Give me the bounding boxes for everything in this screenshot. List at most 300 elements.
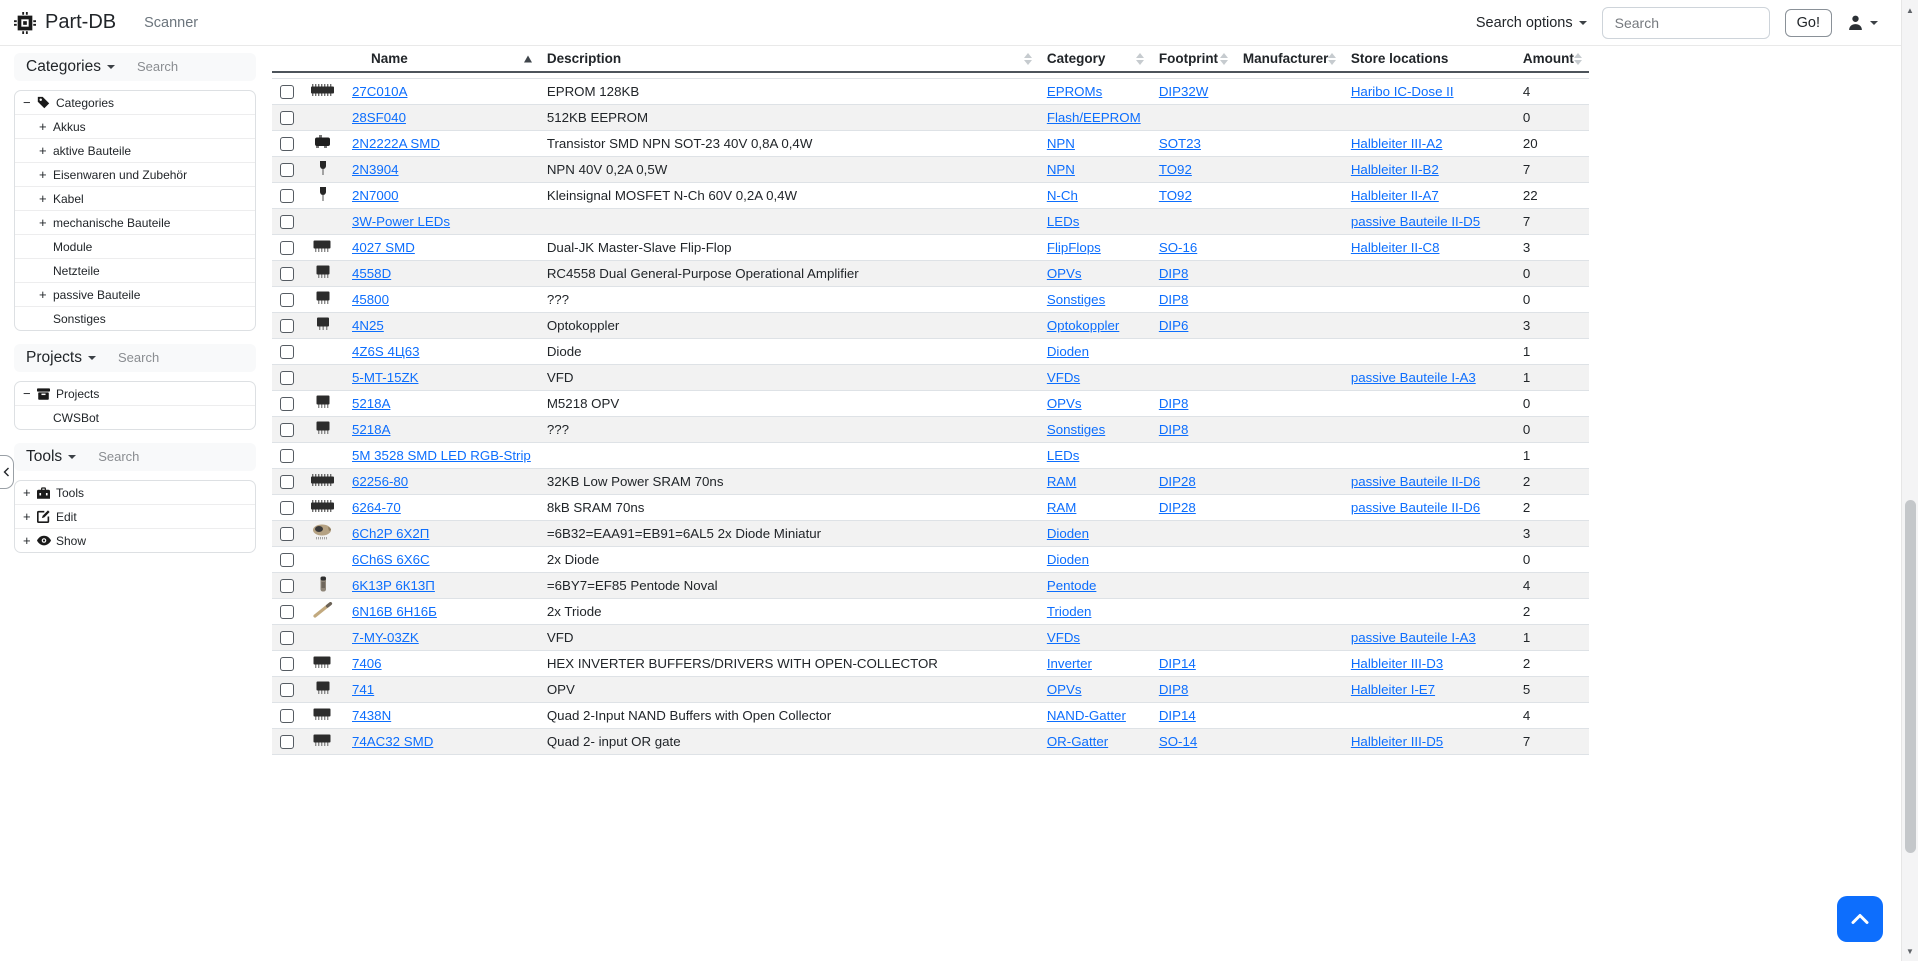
footprint-link[interactable]: DIP8 xyxy=(1158,395,1189,411)
checkbox-cell xyxy=(272,442,302,468)
part-name-link[interactable]: 27C010A xyxy=(352,83,408,99)
store-location-link[interactable]: passive Bauteile I-A3 xyxy=(1350,369,1476,385)
table-row xyxy=(272,598,1589,624)
part-thumbnail[interactable] xyxy=(310,706,336,722)
amount-cell: 5 xyxy=(1515,676,1589,702)
category-link[interactable]: OPVs xyxy=(1046,681,1082,697)
footprint-link[interactable]: DIP6 xyxy=(1158,317,1189,333)
category-link[interactable]: RAM xyxy=(1046,473,1077,489)
row-checkbox[interactable] xyxy=(280,85,294,99)
row-checkbox[interactable] xyxy=(280,397,294,411)
footprint-link[interactable]: DIP8 xyxy=(1158,681,1189,697)
category-cell xyxy=(1039,208,1151,234)
table-row xyxy=(272,676,1589,702)
column-header-name[interactable] xyxy=(344,46,539,72)
checkbox-cell xyxy=(272,702,302,728)
column-header-description[interactable] xyxy=(539,46,1039,72)
category-cell xyxy=(1039,598,1151,624)
category-link[interactable]: FlipFlops xyxy=(1046,239,1101,255)
category-link[interactable]: Optokoppler xyxy=(1046,317,1120,333)
column-header-amount[interactable] xyxy=(1515,46,1589,72)
part-thumbnail[interactable] xyxy=(310,654,336,670)
part-thumbnail[interactable] xyxy=(310,316,336,332)
footprint-cell xyxy=(1151,260,1235,286)
manufacturer-cell xyxy=(1235,286,1343,312)
sidebar-item-tools[interactable] xyxy=(15,481,255,505)
expand-expander-icon[interactable]: + xyxy=(23,533,31,548)
store-location-cell xyxy=(1343,520,1515,546)
row-checkbox[interactable] xyxy=(280,241,294,255)
amount-cell: 1 xyxy=(1515,364,1589,390)
part-thumbnail[interactable] xyxy=(310,576,336,592)
footprint-link[interactable]: SOT23 xyxy=(1158,135,1201,151)
part-thumbnail[interactable] xyxy=(310,498,336,514)
part-thumbnail[interactable] xyxy=(310,264,336,280)
thumbnail-cell xyxy=(302,156,344,182)
category-link[interactable]: EPROMs xyxy=(1046,83,1103,99)
row-checkbox[interactable] xyxy=(280,475,294,489)
part-name-link[interactable]: 4558D xyxy=(352,265,392,281)
part-name-link[interactable]: 2N2222A SMD xyxy=(352,135,440,151)
store-location-link[interactable]: passive Bauteile I-A3 xyxy=(1350,629,1476,645)
amount-cell: 1 xyxy=(1515,442,1589,468)
name-cell xyxy=(344,442,539,468)
category-link[interactable]: LEDs xyxy=(1046,213,1080,229)
part-name-link[interactable]: 62256-80 xyxy=(352,473,409,489)
row-checkbox[interactable] xyxy=(280,189,294,203)
thumbnail-cell xyxy=(302,364,344,390)
part-thumbnail[interactable] xyxy=(310,290,336,306)
amount-cell: 0 xyxy=(1515,104,1589,130)
category-link[interactable]: OPVs xyxy=(1046,265,1082,281)
part-name-link[interactable]: 5-MT-15ZK xyxy=(352,369,419,385)
amount-cell: 2 xyxy=(1515,650,1589,676)
store-location-link[interactable]: Halbleiter III-A2 xyxy=(1350,135,1443,151)
manufacturer-cell xyxy=(1235,702,1343,728)
sidebar-item-mechanische-bauteile[interactable] xyxy=(15,211,255,235)
checkbox-cell xyxy=(272,468,302,494)
part-description: 2x Diode xyxy=(539,546,1039,572)
category-cell xyxy=(1039,702,1151,728)
amount-cell: 1 xyxy=(1515,338,1589,364)
sidebar-item-sonstiges[interactable] xyxy=(15,307,255,330)
sidebar-item-label: Projects xyxy=(56,386,100,401)
footprint-cell xyxy=(1151,520,1235,546)
row-checkbox[interactable] xyxy=(280,345,294,359)
table-row xyxy=(272,156,1589,182)
category-link[interactable]: VFDs xyxy=(1046,629,1081,645)
store-location-link[interactable]: Halbleiter II-B2 xyxy=(1350,161,1439,177)
scrollbar-down-arrow[interactable]: ▼ xyxy=(1906,946,1914,956)
part-name-link[interactable]: 6264-70 xyxy=(352,499,401,515)
category-link[interactable]: N-Ch xyxy=(1046,187,1078,203)
column-header-footprint[interactable] xyxy=(1151,46,1235,72)
category-link[interactable]: Dioden xyxy=(1046,525,1089,541)
name-cell xyxy=(344,234,539,260)
search-input[interactable] xyxy=(1602,7,1770,39)
manufacturer-cell xyxy=(1235,676,1343,702)
sidebar-search-input[interactable] xyxy=(116,349,210,366)
collapse-expander-icon[interactable]: − xyxy=(23,95,31,110)
row-checkbox[interactable] xyxy=(280,267,294,281)
category-link[interactable]: Trioden xyxy=(1046,603,1092,619)
name-cell xyxy=(344,182,539,208)
manufacturer-cell xyxy=(1235,234,1343,260)
name-cell xyxy=(344,650,539,676)
checkbox-cell xyxy=(272,728,302,754)
footprint-link[interactable]: DIP14 xyxy=(1158,707,1196,723)
store-location-cell xyxy=(1343,260,1515,286)
checkbox-cell xyxy=(272,572,302,598)
sidebar-item-projects[interactable] xyxy=(15,382,255,406)
manufacturer-cell xyxy=(1235,494,1343,520)
part-thumbnail[interactable] xyxy=(310,680,336,696)
scrollbar-thumb[interactable] xyxy=(1905,500,1916,853)
row-checkbox[interactable] xyxy=(280,735,294,749)
row-checkbox[interactable] xyxy=(280,631,294,645)
thumbnail-cell xyxy=(302,546,344,572)
store-location-link[interactable]: passive Bauteile II-D6 xyxy=(1350,499,1481,515)
row-checkbox[interactable] xyxy=(280,501,294,515)
name-cell xyxy=(344,520,539,546)
category-link[interactable]: LEDs xyxy=(1046,447,1080,463)
part-thumbnail[interactable] xyxy=(310,82,336,98)
amount-cell: 1 xyxy=(1515,624,1589,650)
manufacturer-cell xyxy=(1235,338,1343,364)
row-checkbox[interactable] xyxy=(280,579,294,593)
category-link[interactable]: Sonstiges xyxy=(1046,291,1106,307)
store-location-link[interactable]: Halbleiter II-C8 xyxy=(1350,239,1440,255)
archive-icon xyxy=(37,388,52,400)
sidebar-collapse-handle[interactable] xyxy=(0,455,14,489)
checkbox-cell xyxy=(272,546,302,572)
thumbnail-cell xyxy=(302,572,344,598)
expand-expander-icon[interactable]: + xyxy=(39,287,47,302)
row-checkbox[interactable] xyxy=(280,527,294,541)
footprint-link[interactable]: DIP8 xyxy=(1158,265,1189,281)
checkbox-cell xyxy=(272,104,302,130)
row-checkbox[interactable] xyxy=(280,683,294,697)
category-cell xyxy=(1039,468,1151,494)
footprint-cell xyxy=(1151,130,1235,156)
sidebar-search-input[interactable] xyxy=(96,448,190,465)
category-link[interactable]: Sonstiges xyxy=(1046,421,1106,437)
manufacturer-cell xyxy=(1235,572,1343,598)
part-name-link[interactable]: 4027 SMD xyxy=(352,239,415,255)
part-thumbnail[interactable] xyxy=(310,186,336,202)
category-link[interactable]: RAM xyxy=(1046,499,1077,515)
amount-cell: 2 xyxy=(1515,598,1589,624)
category-link[interactable]: Pentode xyxy=(1046,577,1097,593)
footprint-link[interactable]: TO92 xyxy=(1158,161,1192,177)
expand-expander-icon[interactable]: + xyxy=(39,191,47,206)
sidebar-item-aktive-bauteile[interactable] xyxy=(15,139,255,163)
store-location-link[interactable]: passive Bauteile II-D6 xyxy=(1350,473,1481,489)
row-checkbox[interactable] xyxy=(280,319,294,333)
part-thumbnail[interactable] xyxy=(310,134,336,150)
collapse-expander-icon[interactable]: − xyxy=(23,386,31,401)
manufacturer-cell xyxy=(1235,442,1343,468)
store-location-link[interactable]: Haribo IC-Dose II xyxy=(1350,83,1454,99)
part-thumbnail[interactable] xyxy=(310,394,336,410)
part-description: OPV xyxy=(539,676,1039,702)
part-name-link[interactable]: 7-MY-03ZK xyxy=(352,629,419,645)
footprint-link[interactable]: DIP14 xyxy=(1158,655,1196,671)
category-link[interactable]: Inverter xyxy=(1046,655,1092,671)
category-cell xyxy=(1039,572,1151,598)
part-name-link[interactable]: 7406 xyxy=(352,655,382,671)
part-name-link[interactable]: 2N7000 xyxy=(352,187,399,203)
category-link[interactable]: OPVs xyxy=(1046,395,1082,411)
thumbnail-cell xyxy=(302,234,344,260)
sidebar-item-categories[interactable] xyxy=(15,91,255,115)
chevron-up-icon xyxy=(1851,913,1869,925)
sidebar-item-kabel[interactable] xyxy=(15,187,255,211)
part-description: Quad 2-Input NAND Buffers with Open Collector xyxy=(539,702,1039,728)
sidebar-section-tools xyxy=(14,443,256,553)
category-cell xyxy=(1039,182,1151,208)
footprint-cell xyxy=(1151,338,1235,364)
sort-icon xyxy=(1328,53,1336,65)
row-checkbox[interactable] xyxy=(280,605,294,619)
part-name-link[interactable]: 45800 xyxy=(352,291,389,307)
row-checkbox[interactable] xyxy=(280,553,294,567)
sort-icon xyxy=(1574,53,1582,65)
footprint-link[interactable]: SO-14 xyxy=(1158,733,1198,749)
sidebar-item-akkus[interactable] xyxy=(15,115,255,139)
table-row xyxy=(272,650,1589,676)
part-description: 2x Triode xyxy=(539,598,1039,624)
checkbox-cell xyxy=(272,312,302,338)
checkbox-cell xyxy=(272,130,302,156)
thumbnail-cell xyxy=(302,208,344,234)
footprint-cell xyxy=(1151,390,1235,416)
page-scrollbar[interactable] xyxy=(1901,0,1918,961)
checkbox-cell xyxy=(272,598,302,624)
sidebar-item-label: Tools xyxy=(56,485,85,500)
search-options-dropdown[interactable]: Search options xyxy=(1476,15,1587,31)
name-cell xyxy=(344,468,539,494)
manufacturer-cell xyxy=(1235,728,1343,754)
table-row xyxy=(272,364,1589,390)
microchip-icon xyxy=(14,12,36,34)
sidebar-search-input[interactable] xyxy=(135,58,229,75)
name-cell xyxy=(344,130,539,156)
footprint-link[interactable]: SO-16 xyxy=(1158,239,1198,255)
column-header-store-locations[interactable] xyxy=(1343,46,1515,72)
row-checkbox[interactable] xyxy=(280,449,294,463)
row-checkbox[interactable] xyxy=(280,709,294,723)
part-name-link[interactable]: 6Ch2P 6Х2П xyxy=(352,525,430,541)
user-menu[interactable] xyxy=(1847,14,1878,31)
sidebar-section-title-dropdown[interactable]: Categories xyxy=(26,58,115,76)
column-header-manufacturer[interactable] xyxy=(1235,46,1343,72)
table-row xyxy=(272,260,1589,286)
sidebar-item-netzteile[interactable] xyxy=(15,259,255,283)
footprint-cell xyxy=(1151,78,1235,104)
store-location-link[interactable]: Halbleiter II-A7 xyxy=(1350,187,1439,203)
sidebar-item-eisenwaren-und-zubeh-r[interactable] xyxy=(15,163,255,187)
store-location-link[interactable]: Halbleiter I-E7 xyxy=(1350,681,1436,697)
footprint-cell xyxy=(1151,312,1235,338)
part-name-link[interactable]: 28SF040 xyxy=(352,109,406,125)
table-row xyxy=(272,234,1589,260)
part-thumbnail[interactable] xyxy=(310,602,336,618)
category-cell xyxy=(1039,104,1151,130)
part-name-link[interactable]: 7438N xyxy=(352,707,392,723)
footprint-cell xyxy=(1151,364,1235,390)
column-header-category[interactable] xyxy=(1039,46,1151,72)
manufacturer-cell xyxy=(1235,208,1343,234)
expand-expander-icon[interactable]: + xyxy=(23,509,31,524)
table-row xyxy=(272,520,1589,546)
amount-cell: 7 xyxy=(1515,208,1589,234)
part-description: Quad 2- input OR gate xyxy=(539,728,1039,754)
part-name-link[interactable]: 4N25 xyxy=(352,317,384,333)
thumbnail-cell xyxy=(302,494,344,520)
footprint-cell xyxy=(1151,624,1235,650)
store-location-cell xyxy=(1343,156,1515,182)
part-name-link[interactable]: 2N3904 xyxy=(352,161,399,177)
row-checkbox[interactable] xyxy=(280,137,294,151)
category-cell xyxy=(1039,624,1151,650)
table-row xyxy=(272,468,1589,494)
manufacturer-cell xyxy=(1235,104,1343,130)
footprint-link[interactable]: DIP8 xyxy=(1158,421,1189,437)
part-name-link[interactable]: 6N16B 6Н16Б xyxy=(352,603,437,619)
footprint-link[interactable]: DIP8 xyxy=(1158,291,1189,307)
category-cell xyxy=(1039,390,1151,416)
category-link[interactable]: NPN xyxy=(1046,135,1075,151)
store-location-link[interactable]: Halbleiter III-D3 xyxy=(1350,655,1444,671)
footprint-cell xyxy=(1151,468,1235,494)
store-location-cell xyxy=(1343,728,1515,754)
part-name-link[interactable]: 74AC32 SMD xyxy=(352,733,434,749)
name-cell xyxy=(344,676,539,702)
part-name-link[interactable]: 5M 3528 SMD LED RGB-Strip xyxy=(352,447,531,463)
sidebar-item-label: passive Bauteile xyxy=(53,287,141,302)
sidebar-section-title-dropdown[interactable]: Projects xyxy=(26,349,96,367)
footprint-link[interactable]: DIP32W xyxy=(1158,83,1209,99)
table-row xyxy=(272,182,1589,208)
store-location-cell xyxy=(1343,104,1515,130)
sidebar-section-title-dropdown[interactable]: Tools xyxy=(26,448,76,466)
scrollbar-up-arrow[interactable]: ▲ xyxy=(1906,5,1914,15)
category-link[interactable]: Dioden xyxy=(1046,551,1089,567)
table-row xyxy=(272,494,1589,520)
thumbnail-cell xyxy=(302,78,344,104)
category-link[interactable]: NPN xyxy=(1046,161,1075,177)
row-checkbox[interactable] xyxy=(280,163,294,177)
name-cell xyxy=(344,156,539,182)
footprint-cell xyxy=(1151,650,1235,676)
thumbnail-cell xyxy=(302,728,344,754)
part-thumbnail[interactable] xyxy=(310,732,336,748)
store-location-cell xyxy=(1343,364,1515,390)
sidebar-item-passive-bauteile[interactable] xyxy=(15,283,255,307)
sidebar-item-module[interactable] xyxy=(15,235,255,259)
row-checkbox[interactable] xyxy=(280,215,294,229)
expand-expander-icon[interactable]: + xyxy=(39,215,47,230)
sidebar-item-cwsbot[interactable] xyxy=(15,406,255,429)
store-location-link[interactable]: Halbleiter III-D5 xyxy=(1350,733,1444,749)
category-link[interactable]: Dioden xyxy=(1046,343,1089,359)
part-name-link[interactable]: 5218A xyxy=(352,421,391,437)
row-checkbox[interactable] xyxy=(280,371,294,385)
part-name-link[interactable]: 6Ch6S 6Х6С xyxy=(352,551,430,567)
row-checkbox[interactable] xyxy=(280,657,294,671)
footprint-link[interactable]: DIP28 xyxy=(1158,499,1196,515)
manufacturer-cell xyxy=(1235,468,1343,494)
category-link[interactable]: OR-Gatter xyxy=(1046,733,1109,749)
part-thumbnail[interactable] xyxy=(310,524,336,540)
part-name-link[interactable]: 5218A xyxy=(352,395,391,411)
row-checkbox[interactable] xyxy=(280,423,294,437)
amount-cell: 0 xyxy=(1515,416,1589,442)
footprint-link[interactable]: DIP28 xyxy=(1158,473,1196,489)
sidebar-section-header xyxy=(14,344,256,372)
manufacturer-cell xyxy=(1235,78,1343,104)
part-description: 32KB Low Power SRAM 70ns xyxy=(539,468,1039,494)
part-thumbnail[interactable] xyxy=(310,472,336,488)
sidebar-item-edit[interactable] xyxy=(15,505,255,529)
part-description: VFD xyxy=(539,364,1039,390)
checkbox-cell xyxy=(272,676,302,702)
expand-expander-icon[interactable]: + xyxy=(23,485,31,500)
expand-expander-icon[interactable]: + xyxy=(39,143,47,158)
thumbnail-cell xyxy=(302,598,344,624)
store-location-cell xyxy=(1343,130,1515,156)
row-checkbox[interactable] xyxy=(280,111,294,125)
part-thumbnail[interactable] xyxy=(310,238,336,254)
row-checkbox[interactable] xyxy=(280,293,294,307)
part-description: M5218 OPV xyxy=(539,390,1039,416)
sort-icon xyxy=(1136,53,1144,65)
column-header-empty xyxy=(302,46,344,72)
footprint-cell xyxy=(1151,416,1235,442)
footprint-cell xyxy=(1151,234,1235,260)
top-navbar xyxy=(0,0,1918,46)
footprint-cell xyxy=(1151,442,1235,468)
category-link[interactable]: VFDs xyxy=(1046,369,1081,385)
checkbox-cell xyxy=(272,650,302,676)
category-cell xyxy=(1039,364,1151,390)
part-thumbnail[interactable] xyxy=(310,160,336,176)
part-thumbnail[interactable] xyxy=(310,420,336,436)
part-name-link[interactable]: 4Z6S 4Ц63 xyxy=(352,343,420,359)
app-brand[interactable] xyxy=(14,11,116,34)
store-location-cell xyxy=(1343,390,1515,416)
expand-expander-icon[interactable]: + xyxy=(39,119,47,134)
name-cell xyxy=(344,416,539,442)
go-button[interactable]: Go! xyxy=(1785,9,1832,37)
category-link[interactable]: Flash/EEPROM xyxy=(1046,109,1141,125)
category-cell xyxy=(1039,728,1151,754)
expand-expander-icon[interactable]: + xyxy=(39,167,47,182)
store-location-link[interactable]: passive Bauteile II-D5 xyxy=(1350,213,1481,229)
user-icon xyxy=(1847,14,1864,31)
footprint-link[interactable]: TO92 xyxy=(1158,187,1192,203)
toolbox-icon xyxy=(37,487,52,499)
category-link[interactable]: NAND-Gatter xyxy=(1046,707,1126,723)
scroll-to-top-button[interactable] xyxy=(1837,896,1883,942)
sidebar-item-show[interactable] xyxy=(15,529,255,552)
part-name-link[interactable]: 3W-Power LEDs xyxy=(352,213,451,229)
part-name-link[interactable]: 6K13P 6К13П xyxy=(352,577,435,593)
manufacturer-cell xyxy=(1235,260,1343,286)
part-name-link[interactable]: 741 xyxy=(352,681,375,697)
nav-link-scanner[interactable]: Scanner xyxy=(144,14,199,31)
